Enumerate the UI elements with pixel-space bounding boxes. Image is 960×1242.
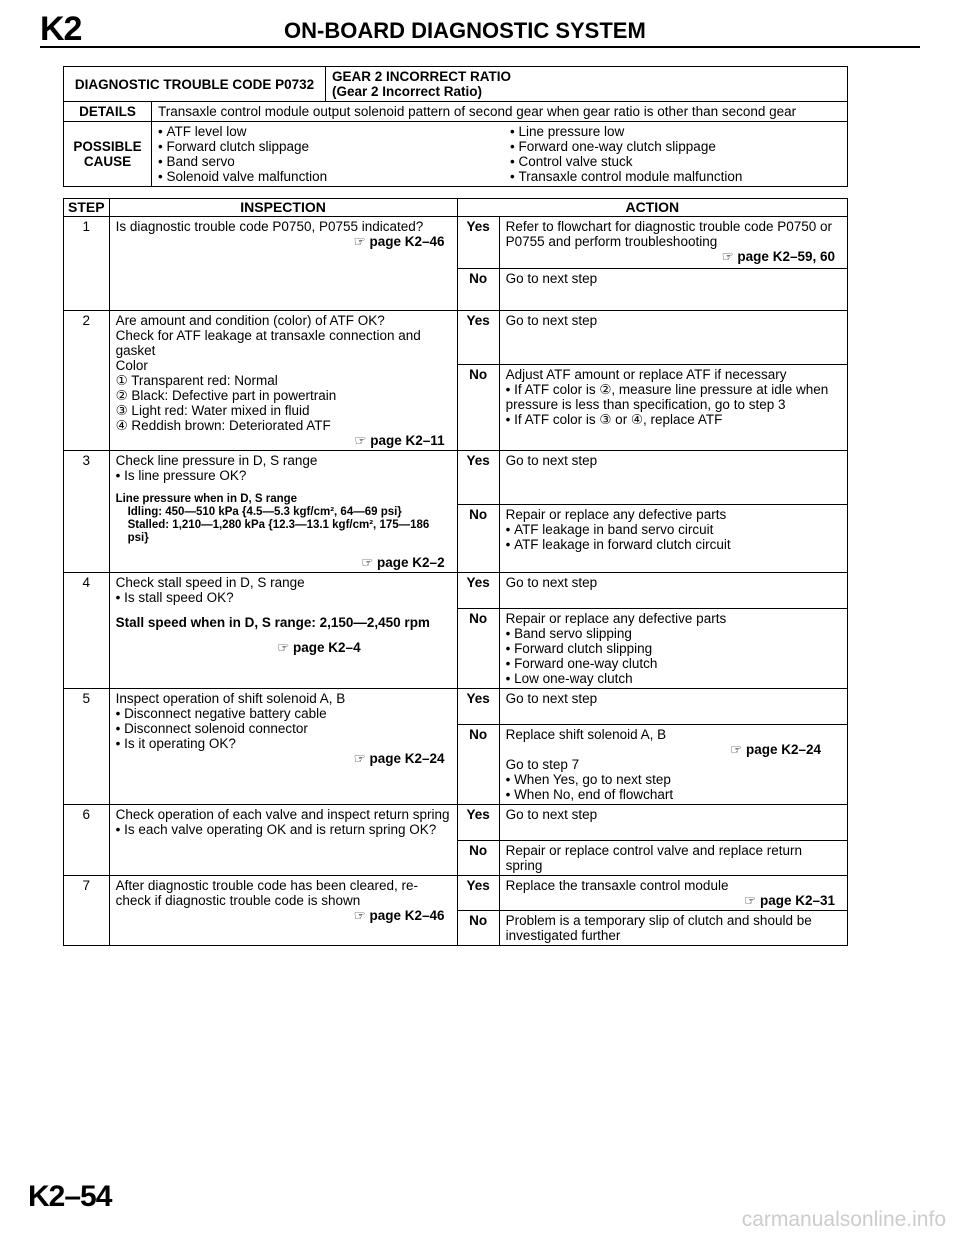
step-1-no-action: Go to next step xyxy=(499,269,847,311)
section-code: K2 xyxy=(40,10,82,48)
possible-cause-label-line2: CAUSE xyxy=(83,154,132,169)
inspection-text: Is diagnostic trouble code P0750, P0755 indicated? xyxy=(115,219,424,234)
cause-item: • Control valve stuck xyxy=(510,154,742,169)
action-text: Replace shift solenoid A, B xyxy=(505,727,667,742)
header-action: ACTION xyxy=(457,199,847,217)
inspection-bullets xyxy=(116,822,451,837)
no-label: No xyxy=(457,911,499,946)
causes-right-list xyxy=(510,124,742,184)
step-7-yes-row xyxy=(64,876,848,911)
inspection-text: Inspect operation of shift solenoid A, B xyxy=(115,691,346,706)
action-bullet: • Low one-way clutch xyxy=(506,671,841,686)
inspection-bullet: • Is each valve operating OK and is return spring OK? xyxy=(116,822,451,837)
action-bullet: • ATF leakage in band servo circuit xyxy=(506,522,841,537)
header-step: STEP xyxy=(64,199,110,217)
cause-item: • Transaxle control module malfunction xyxy=(510,169,742,184)
step-4-yes-row xyxy=(64,573,848,609)
step-number: 6 xyxy=(64,805,110,876)
step-1-yes-row xyxy=(64,217,848,269)
possible-cause-label xyxy=(64,122,152,187)
step-1-inspection xyxy=(109,217,457,311)
step-number: 1 xyxy=(64,217,110,311)
page-ref: ☞ page K2–24 xyxy=(353,751,445,766)
action-bullets xyxy=(506,382,841,427)
color-item: ③ Light red: Water mixed in fluid xyxy=(115,403,310,418)
page-ref: ☞ page K2–24 xyxy=(730,742,821,757)
yes-label: Yes xyxy=(457,573,499,609)
step-3-no-action xyxy=(499,505,847,573)
cause-item: • ATF level low xyxy=(158,124,510,139)
action-text: Refer to flowchart for diagnostic trouble code P0750 or P0755 and perform troubleshooting xyxy=(505,219,833,249)
step-4-no-action xyxy=(499,609,847,689)
page-ref: ☞ page K2–31 xyxy=(744,893,835,908)
no-label: No xyxy=(457,365,499,451)
step-5-inspection xyxy=(109,689,457,805)
possible-cause-label-line1: POSSIBLE xyxy=(73,139,142,154)
flowchart-header-row xyxy=(64,199,848,217)
action-bullets xyxy=(506,522,841,552)
step-7-no-action: Problem is a temporary slip of clutch and should be investigated further xyxy=(499,911,847,946)
yes-label: Yes xyxy=(457,451,499,505)
yes-label: Yes xyxy=(457,876,499,911)
yes-label: Yes xyxy=(457,805,499,841)
step-2-yes-action: Go to next step xyxy=(499,311,847,365)
step-6-no-action: Repair or replace control valve and replace return spring xyxy=(499,841,847,876)
action-text: Repair or replace any defective parts xyxy=(505,507,727,522)
inspection-bullet: • Is stall speed OK? xyxy=(116,590,451,605)
spec-line: Idling: 450—510 kPa {4.5—5.3 kgf/cm², 64—69 psi} xyxy=(127,506,402,518)
step-4-inspection xyxy=(109,573,457,689)
dtc-title-line2: (Gear 2 Incorrect Ratio) xyxy=(332,84,483,99)
step-1-yes-action xyxy=(499,217,847,269)
page-ref: ☞ page K2–46 xyxy=(353,908,445,923)
inspection-text: Check operation of each valve and inspect return spring xyxy=(115,807,450,822)
page-ref: ☞ page K2–46 xyxy=(353,234,445,249)
no-label: No xyxy=(457,841,499,876)
cause-item: • Solenoid valve malfunction xyxy=(158,169,510,184)
step-number: 5 xyxy=(64,689,110,805)
action-text: Replace the transaxle control module xyxy=(505,878,729,893)
no-label: No xyxy=(457,725,499,805)
action-bullet: • Forward clutch slipping xyxy=(506,641,841,656)
action-bullet: • Band servo slipping xyxy=(506,626,841,641)
dtc-title xyxy=(326,67,848,102)
step-4-yes-action: Go to next step xyxy=(499,573,847,609)
step-3-yes-action: Go to next step xyxy=(499,451,847,505)
causes-left-list xyxy=(158,124,510,184)
step-5-yes-row xyxy=(64,689,848,725)
dtc-title-line1: GEAR 2 INCORRECT RATIO xyxy=(332,69,512,84)
color-item: ① Transparent red: Normal xyxy=(115,373,278,388)
step-2-inspection xyxy=(109,311,457,451)
inspection-text: Check stall speed in D, S range xyxy=(115,575,305,590)
inspection-text: Color xyxy=(115,358,148,373)
inspection-text: Check line pressure in D, S range xyxy=(115,453,318,468)
action-text: Go to step 7 xyxy=(505,757,580,772)
step-2-no-action xyxy=(499,365,847,451)
action-bullet: • If ATF color is ②, measure line pressure at idle when pressure is less than specification, go to step 3 xyxy=(506,382,841,412)
no-label: No xyxy=(457,269,499,311)
inspection-text: Check for ATF leakage at transaxle connection and gasket xyxy=(115,328,421,358)
inspection-bullets xyxy=(116,468,451,483)
step-2-yes-row xyxy=(64,311,848,365)
cause-item: • Forward one-way clutch slippage xyxy=(510,139,742,154)
yes-label: Yes xyxy=(457,689,499,725)
action-bullets xyxy=(506,772,841,802)
action-text: Repair or replace any defective parts xyxy=(505,611,727,626)
step-6-yes-action: Go to next step xyxy=(499,805,847,841)
action-bullets xyxy=(506,626,841,686)
step-3-yes-row xyxy=(64,451,848,505)
dtc-code-label: DIAGNOSTIC TROUBLE CODE P0732 xyxy=(64,67,326,102)
watermark: carmanualsonline.info xyxy=(741,1208,946,1231)
action-bullet: • If ATF color is ③ or ④, replace ATF xyxy=(506,412,841,427)
step-6-yes-row xyxy=(64,805,848,841)
page-ref: ☞ page K2–4 xyxy=(277,640,361,655)
header-inspection: INSPECTION xyxy=(109,199,457,217)
inspection-text: After diagnostic trouble code has been cleared, re-check if diagnostic trouble code is shown xyxy=(115,878,419,908)
step-5-yes-action: Go to next step xyxy=(499,689,847,725)
troubleshooting-flowchart xyxy=(63,198,848,946)
no-label: No xyxy=(457,609,499,689)
dtc-summary-table xyxy=(63,66,848,187)
step-5-no-action xyxy=(499,725,847,805)
inspection-text: Are amount and condition (color) of ATF OK? xyxy=(115,313,385,328)
step-7-yes-action xyxy=(499,876,847,911)
step-7-inspection xyxy=(109,876,457,946)
color-item: ② Black: Defective part in powertrain xyxy=(115,388,337,403)
action-bullet: • When No, end of flowchart xyxy=(506,787,841,802)
action-bullet: • Forward one-way clutch xyxy=(506,656,841,671)
page-title: ON-BOARD DIAGNOSTIC SYSTEM xyxy=(284,18,646,43)
action-bullet: • ATF leakage in forward clutch circuit xyxy=(506,537,841,552)
inspection-bullets xyxy=(116,590,451,605)
step-3-inspection xyxy=(109,451,457,573)
inspection-bullet: • Disconnect solenoid connector xyxy=(116,721,451,736)
page-ref: ☞ page K2–2 xyxy=(361,555,445,570)
no-label: No xyxy=(457,505,499,573)
step-number: 2 xyxy=(64,311,110,451)
yes-label: Yes xyxy=(457,217,499,269)
step-6-inspection xyxy=(109,805,457,876)
action-bullet: • When Yes, go to next step xyxy=(506,772,841,787)
yes-label: Yes xyxy=(457,311,499,365)
step-number: 3 xyxy=(64,451,110,573)
spec-line: Stalled: 1,210—1,280 kPa {12.3—13.1 kgf/cm², 175—186 psi} xyxy=(127,519,430,544)
inspection-bullets xyxy=(116,706,451,751)
page-ref: ☞ page K2–11 xyxy=(354,433,445,448)
details-text: Transaxle control module output solenoid pattern of second gear when gear ratio is other than second gear xyxy=(152,102,848,122)
details-label: DETAILS xyxy=(64,102,152,122)
cause-item: • Band servo xyxy=(158,154,510,169)
cause-item: • Line pressure low xyxy=(510,124,742,139)
cause-item: • Forward clutch slippage xyxy=(158,139,510,154)
color-item: ④ Reddish brown: Deteriorated ATF xyxy=(115,418,331,433)
page-ref: ☞ page K2–59, 60 xyxy=(721,249,835,264)
spec-title: Line pressure when in D, S range xyxy=(115,493,298,505)
inspection-bullet: • Disconnect negative battery cable xyxy=(116,706,451,721)
step-number: 7 xyxy=(64,876,110,946)
spec-line: Stall speed when in D, S range: 2,150—2,450 rpm xyxy=(115,615,430,630)
page-number: K2–54 xyxy=(28,1180,112,1213)
inspection-bullet: • Is it operating OK? xyxy=(116,736,451,751)
action-text: Adjust ATF amount or replace ATF if necessary xyxy=(505,367,787,382)
page-header xyxy=(40,8,920,48)
step-number: 4 xyxy=(64,573,110,689)
possible-causes xyxy=(152,122,848,187)
inspection-bullet: • Is line pressure OK? xyxy=(116,468,451,483)
